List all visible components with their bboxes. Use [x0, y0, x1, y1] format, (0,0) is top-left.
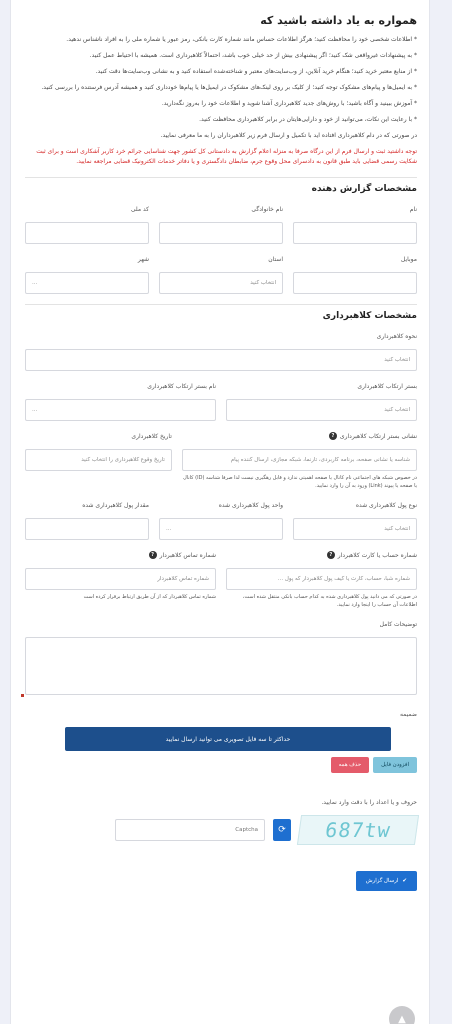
money-type-label: نوع پول کلاهبرداری شده [355, 501, 417, 509]
money-unit-label: واحد پول کلاهبرداری شده [218, 501, 283, 509]
amount-label: مقدار پول کلاهبرداری شده [82, 501, 149, 509]
help-icon[interactable]: ? [329, 432, 337, 440]
address-input[interactable] [182, 449, 417, 471]
money-unit-value: ... [166, 526, 172, 532]
attachment-label: ضمیمه [399, 710, 417, 718]
tip-3: * از منابع معتبر خرید کنید؛ هنگام خرید آنلاین، از وب‌سایت‌های معتبر و شناخته‌شده استفاده کنید و به نشانی وب‌سایت‌ها دقت کنید. [95, 68, 417, 75]
account-contact-row [25, 550, 417, 609]
reporter-section-title: مشخصات گزارش دهنده [311, 184, 417, 194]
method-select[interactable] [25, 349, 417, 371]
address-label: نشانی بستر ارتکاب کلاهبرداری [339, 432, 417, 440]
platform-label: بستر ارتکاب کلاهبرداری [357, 382, 417, 390]
province-select[interactable] [159, 272, 283, 294]
national-code-input[interactable] [25, 222, 149, 244]
report-form-card [10, 0, 430, 1024]
last-name-label: نام خانوادگی [251, 205, 283, 213]
divider [25, 177, 417, 178]
money-row [25, 500, 417, 540]
platform-row [25, 381, 417, 421]
city-label: شهر [137, 255, 149, 263]
description-label: توضیحات کامل [379, 620, 417, 628]
submit-row [25, 871, 417, 891]
address-label-wrap [182, 431, 417, 441]
contact-label-wrap [25, 550, 216, 560]
captcha-label: حروف و یا اعداد را با دقت وارد نمایید. [321, 798, 417, 806]
description-textarea[interactable] [25, 637, 417, 695]
scroll-top-button[interactable]: ▲ [389, 1006, 415, 1024]
captcha-image: 687tw [297, 815, 419, 845]
city-value: ... [32, 280, 38, 286]
refresh-icon[interactable]: ⟳ [273, 819, 291, 841]
contact-placeholder: شماره تماس کلاهبردار [157, 576, 209, 582]
help-icon[interactable]: ? [327, 551, 335, 559]
resize-marker [21, 694, 24, 697]
tip-2: * به پیشنهادات غیرواقعی شک کنید؛ اگر پیشنهادی بیش از حد خیلی خوب باشد، احتمالاً کلاهبرداری است. همیشه با احتیاط عمل کنید. [89, 52, 417, 59]
amount-input[interactable] [25, 518, 149, 540]
method-label: نحوه کلاهبرداری [376, 332, 417, 340]
account-label: شماره حساب یا کارت کلاهبردار [337, 551, 417, 559]
reminder-title: همواره به یاد داشته باشید که [260, 14, 417, 27]
mobile-input[interactable] [293, 272, 417, 294]
money-type-select[interactable] [293, 518, 417, 540]
province-label: استان [268, 255, 283, 263]
first-name-label: نام [409, 205, 417, 213]
national-code-label: کد ملی [130, 205, 149, 213]
tip-5: * آموزش ببینید و آگاه باشید؛ با روش‌های جدید کلاهبرداری آشنا شوید و اطلاعات خود را به‌روز نگه‌دارید. [161, 100, 417, 107]
contact-label: شماره تماس کلاهبردار [159, 551, 216, 559]
province-value: انتخاب کنید [250, 280, 276, 286]
tip-4: * به ایمیل‌ها و پیام‌های مشکوک توجه کنید؛ از کلیک بر روی لینک‌های مشکوک در ایمیل‌ها یا پیام‌ها خودداری کنید و همیشه آدرس فرستنده را بررسی کنید. [41, 84, 417, 91]
legal-warning: توجه داشتید ثبت و ارسال فرم از این درگاه صرفا به منزله اعلام گزارش به دادستانی کل کشور جهت شناسایی جرائم خرد کاربر آشکاری است و برای ثبت شکایت رسمی قضایی باید طبق قانون به دادسرای محل وقوع جرم، ضابطان دادگستری و یا دفاتر خدمات الکترونیک قضایی مراجعه نمایید. [36, 148, 417, 165]
scrollbar-track[interactable] [442, 0, 452, 1024]
money-unit-select[interactable] [159, 518, 283, 540]
account-label-wrap [226, 550, 417, 560]
account-placeholder: شماره شبا، حساب، کارت یا کیف پول کلاهبردار که پول ... [277, 576, 410, 582]
captcha-input[interactable] [115, 819, 265, 841]
first-name-input[interactable] [293, 222, 417, 244]
remove-files-button[interactable]: حذف همه [331, 757, 370, 773]
platform-name-label: نام بستر ارتکاب کلاهبرداری [147, 382, 216, 390]
description-group [25, 619, 417, 699]
mobile-label: موبایل [400, 255, 417, 263]
file-buttons [25, 757, 417, 773]
divider [25, 304, 417, 305]
city-select[interactable] [25, 272, 149, 294]
platform-name-value: ... [32, 407, 38, 413]
date-placeholder: تاریخ وقوع کلاهبرداری را انتخاب کنید [81, 457, 165, 463]
platform-value: انتخاب کنید [384, 407, 410, 413]
account-note: در صورتی که می دانید پول کلاهبرداری شده به کدام حساب بانکی منتقل شده است، اطلاعات آن حساب را اینجا وارد نمایید. [242, 594, 417, 608]
address-note: در خصوص شبکه های اجتماعی نام کانال یا صفحه اهمیتی ندارد و قابل رهگیری نیست لذا صرفا شناسه (ID) کانال یا صفحه یا پیوند (Link) ورود به آن را وارد نمایید. [183, 475, 417, 489]
tip-6: * با رعایت این نکات، می‌توانید از خود و دارایی‌هایتان در برابر کلاهبرداری محافظت کنید. [199, 116, 417, 123]
address-date-row [25, 431, 417, 490]
check-icon: ✔ [402, 878, 407, 884]
date-input[interactable] [25, 449, 172, 471]
money-type-value: انتخاب کنید [384, 526, 410, 532]
account-input[interactable] [226, 568, 417, 590]
reporter-row-2 [25, 254, 417, 294]
method-value: انتخاب کنید [384, 357, 410, 363]
help-icon[interactable]: ? [149, 551, 157, 559]
reporter-row-1 [25, 204, 417, 244]
date-label: تاریخ کلاهبرداری [131, 432, 172, 440]
fraud-section-title: مشخصات کلاهبرداری [322, 311, 417, 321]
contact-note: شماره تماس کلاهبردار که از آن طریق ارتباط برقرار کرده است [83, 594, 216, 600]
add-file-button[interactable]: افزودن فایل [373, 757, 417, 773]
upload-dropzone[interactable] [65, 727, 391, 751]
upload-hint: حداکثر تا سه فایل تصویری می توانید ارسال نمایید [165, 735, 291, 743]
submit-report-button[interactable] [356, 871, 417, 891]
contact-input[interactable] [25, 568, 216, 590]
platform-name-select[interactable] [25, 399, 216, 421]
captcha-row [25, 815, 417, 845]
report-instruction: در صورتی که در دام کلاهبرداری افتاده اید با تکمیل و ارسال فرم زیر کلاهبرداران را به ما معرفی نمایید. [160, 132, 417, 139]
platform-select[interactable] [226, 399, 417, 421]
method-group [25, 331, 417, 371]
last-name-input[interactable] [159, 222, 283, 244]
tip-1: * اطلاعات شخصی خود را محافظت کنید؛ هرگز اطلاعات حساس مانند شماره کارت بانکی، رمز عبور یا شماره ملی را به افراد ناشناس ندهید. [66, 36, 417, 43]
submit-label: ارسال گزارش [365, 878, 399, 884]
address-placeholder: شناسه یا نشانی صفحه، برنامه کاربردی، تارنما، شبکه مجازی، ارسال کننده پیام [230, 457, 410, 463]
